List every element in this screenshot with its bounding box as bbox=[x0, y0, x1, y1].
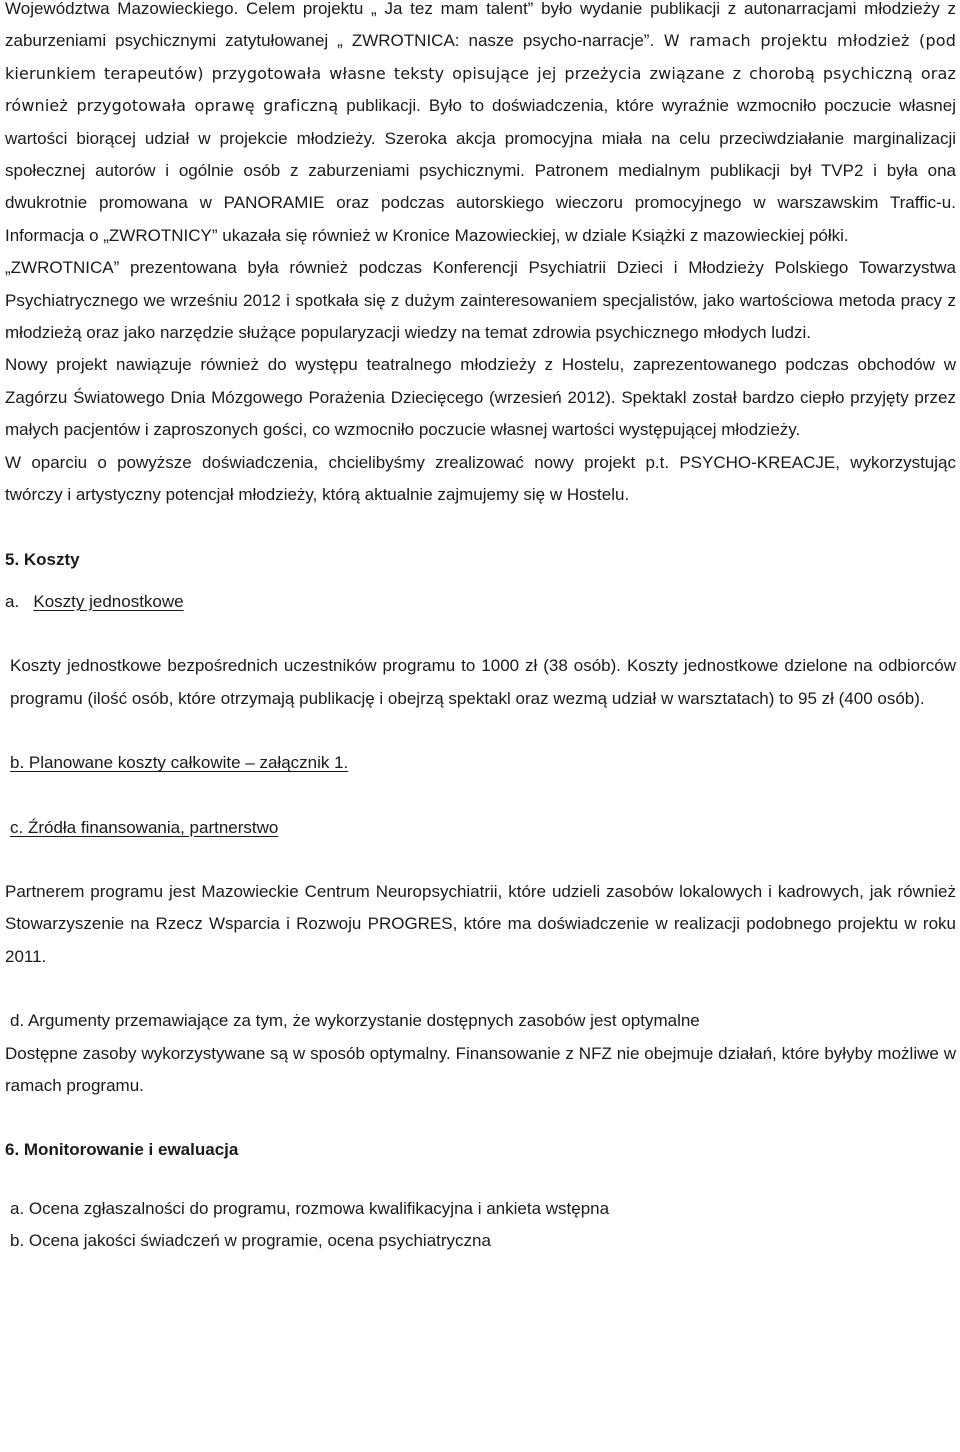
paragraph-new-project: W oparciu o powyższe doświadczenia, chcielibyśmy zrealizować nowy projekt p.t. PSYCHO-KREACJE, wykorzystując twórczy i artystyczny potencjał młodzieży, którą aktualnie zajmujemy się w Hostelu. bbox=[5, 452, 956, 505]
text-run: Szeroka akcja promocyjna miała na celu przeciwdziałanie marginalizacji bbox=[375, 128, 957, 148]
text-run: Patronem medialnym publikacji był TVP2 i była ona dwukrotnie promowana w PANORAMIE oraz podczas autorskiego wieczoru promocyjnego w warszawskim Traffic-u. Informacja o „ZWROTNICY” ukazała się również w Kronice Mazowieckiej, w dziale Książki z mazowieckiej półki. bbox=[5, 161, 956, 245]
text-run: społecznej autorów i ogólnie osób z zaburzeniami psychicznymi. bbox=[5, 161, 525, 181]
paragraph-zwrotnica-publication bbox=[5, 0, 956, 252]
subheading-title: Koszty jednostkowe bbox=[33, 591, 184, 611]
paragraph-arguments: Dostępne zasoby wykorzystywane są w sposób optymalny. Finansowanie z NFZ nie obejmuje działań, które byłyby możliwe w ramach programu. bbox=[5, 1043, 956, 1095]
subheading-funding-sources bbox=[5, 812, 956, 844]
section-heading-monitoring: 6. Monitorowanie i ewaluacja bbox=[5, 1140, 239, 1160]
subheading-total-costs bbox=[5, 747, 956, 779]
list-item: b. Ocena jakości świadczeń w programie, ocena psychiatryczna bbox=[10, 1231, 491, 1251]
list-item: a. Ocena zgłaszalności do programu, rozmowa kwalifikacyjna i ankieta wstępna bbox=[10, 1198, 610, 1218]
section-heading-costs: 5. Koszty bbox=[5, 549, 80, 569]
subheading-arguments: d. Argumenty przemawiające za tym, że wykorzystanie dostępnych zasobów jest optymalne bbox=[10, 1011, 700, 1031]
monitoring-list bbox=[5, 1193, 956, 1258]
subheading-title: b. Planowane koszty całkowite – załącznik 1. bbox=[10, 753, 349, 773]
paragraph-theatre: Nowy projekt nawiązuje również do występu teatralnego młodzieży z Hostelu, zaprezentowanego podczas obchodów w Zagórzu Światowego Dnia Mózgowego Porażenia Dziecięcego (wrzesień 2012). Spektakl został bardzo ciepło przyjęty przez małych pacjentów i zaproszonych gości, co wzmocniło poczucie własnej wartości występującej młodzieży. bbox=[5, 355, 956, 440]
text-run: W ramach projektu młodzież (pod kierunkiem terapeutów) przygotowała własne teksty opisujące jej przeżycia związane z chorobą psychiczną oraz również przygotowała oprawę graficzną bbox=[5, 31, 956, 116]
paragraph-partnership: Partnerem programu jest Mazowieckie Centrum Neuropsychiatrii, które udzieli zasobów lokalowych i kadrowych, jak również Stowarzyszenie na Rzecz Wsparcia i Rozwoju PROGRES, które ma doświadczenie w realizacji podobnego projektu w roku 2011. bbox=[5, 881, 956, 966]
text-run: Województwa Mazowieckiego. Celem projektu „ Ja tez mam talent” było wydanie publikacji z autonarracjami młodzieży z zaburzeniami psychicznymi zatytułowanej „ ZWROTNICA: nasze psycho-narracje”. bbox=[5, 0, 956, 51]
text-run: publikacji. Było to doświadczenia, które wyraźnie wzmocniło poczucie własnej wartości biorącej udział w projekcie młodzieży. bbox=[5, 96, 956, 148]
subheading-unit-costs bbox=[5, 586, 956, 618]
subheading-label: a. bbox=[5, 591, 20, 611]
subheading-title: c. Źródła finansowania, partnerstwo bbox=[10, 817, 279, 837]
paragraph-conference: „ZWROTNICA” prezentowana była również podczas Konferencji Psychiatrii Dzieci i Młodzieży Polskiego Towarzystwa Psychiatrycznego we wrześniu 2012 i spotkała się z dużym zainteresowaniem specjalistów, jako wartościowa metoda pracy z młodzieżą oraz jako narzędzie służące popularyzacji wiedzy na temat zdrowia psychicznego młodych ludzi. bbox=[5, 258, 956, 343]
paragraph-unit-costs: Koszty jednostkowe bezpośrednich uczestników programu to 1000 zł (38 osób). Koszty jednostkowe dzielone na odbiorców programu (ilość osób, które otrzymają publikację i obejrzą spektakl oraz wezmą udział w warsztatach) to 95 zł (400 osób). bbox=[10, 656, 956, 708]
